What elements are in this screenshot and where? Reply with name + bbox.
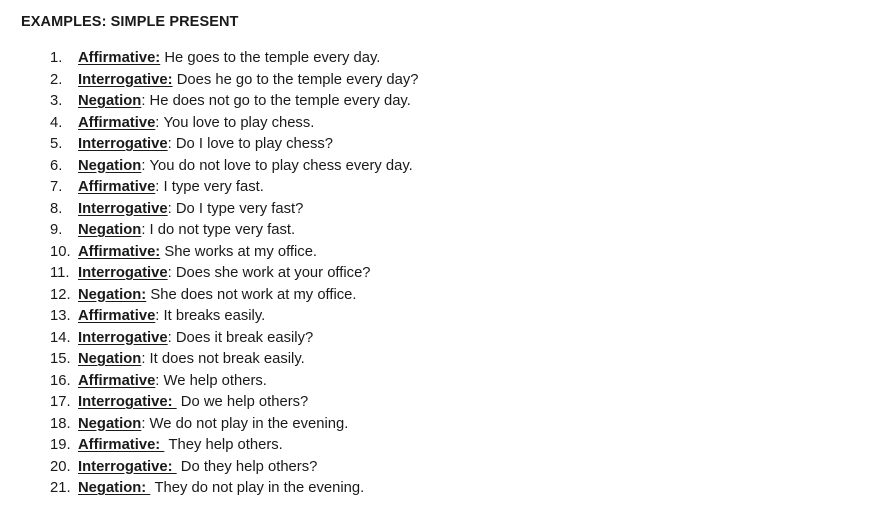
example-sentence: She does not work at my office.: [150, 286, 357, 303]
example-number: 17.: [50, 394, 71, 410]
example-label: Interrogative: [78, 200, 168, 217]
example-label: Affirmative:: [78, 50, 161, 66]
page-title: EXAMPLES: SIMPLE PRESENT: [21, 14, 239, 30]
example-item: [50, 349, 419, 371]
example-separator: :: [141, 157, 150, 174]
example-item: [50, 177, 419, 199]
example-sentence: Does he go to the temple every day?: [176, 71, 419, 88]
example-label: Negation: [78, 351, 142, 367]
example-sentence: You do not love to play chess every day.: [149, 157, 413, 174]
example-sentence: She works at my office.: [164, 243, 318, 260]
example-sentence: Does it break easily?: [175, 329, 314, 346]
example-label: Interrogative: [78, 329, 168, 346]
example-number: 9.: [50, 222, 63, 238]
example-item: [50, 134, 419, 156]
example-number: 15.: [50, 351, 71, 367]
example-sentence: We help others.: [163, 372, 267, 389]
example-item: [50, 48, 419, 70]
example-number: 19.: [50, 437, 71, 453]
example-item: [50, 113, 419, 135]
example-item: [50, 371, 419, 393]
example-number: 20.: [50, 458, 71, 475]
example-sentence: Do I type very fast?: [175, 200, 304, 217]
example-number: 4.: [50, 114, 63, 131]
example-label: Affirmative: [78, 372, 156, 389]
example-label: Interrogative: [78, 265, 168, 281]
example-label: Negation: [78, 415, 142, 432]
example-label: Affirmative: [78, 114, 156, 131]
example-sentence: They do not play in the evening.: [154, 480, 365, 496]
example-label: Negation: [78, 157, 142, 174]
example-number: 5.: [50, 136, 63, 152]
example-label: Affirmative: [78, 308, 156, 324]
example-sentence: He goes to the temple every day.: [164, 50, 381, 66]
example-separator: :: [141, 222, 150, 238]
example-sentence: Do they help others?: [180, 458, 318, 475]
example-label: Interrogative:: [78, 458, 177, 475]
example-item: [50, 285, 419, 307]
example-list: [50, 48, 419, 500]
example-label: Negation:: [78, 480, 151, 496]
example-label: Affirmative:: [78, 437, 165, 453]
example-item: [50, 392, 419, 414]
example-sentence: You love to play chess.: [163, 114, 315, 131]
example-item: [50, 220, 419, 242]
example-number: 11.: [50, 265, 70, 281]
example-separator: :: [141, 351, 150, 367]
example-number: 18.: [50, 415, 71, 432]
example-separator: :: [167, 329, 176, 346]
example-number: 2.: [50, 71, 63, 88]
example-item: [50, 156, 419, 178]
example-sentence: We do not play in the evening.: [149, 415, 349, 432]
example-item: [50, 478, 419, 500]
example-item: [50, 306, 419, 328]
example-label: Negation:: [78, 286, 147, 303]
example-number: 10.: [50, 243, 71, 260]
example-separator: :: [167, 136, 176, 152]
example-number: 6.: [50, 157, 63, 174]
example-sentence: He does not go to the temple every day.: [149, 93, 411, 109]
example-sentence: Does she work at your office?: [175, 265, 371, 281]
example-separator: :: [155, 179, 164, 195]
example-number: 16.: [50, 372, 71, 389]
example-item: [50, 457, 419, 479]
example-item: [50, 435, 419, 457]
example-sentence: They help others.: [168, 437, 283, 453]
example-sentence: Do I love to play chess?: [175, 136, 333, 152]
example-sentence: I do not type very fast.: [149, 222, 296, 238]
example-number: 1.: [50, 50, 63, 66]
example-separator: :: [167, 200, 176, 217]
example-number: 12.: [50, 286, 71, 303]
example-sentence: I type very fast.: [163, 179, 264, 195]
example-label: Interrogative:: [78, 394, 177, 410]
example-number: 8.: [50, 200, 63, 217]
example-separator: :: [141, 93, 150, 109]
example-label: Interrogative: [78, 136, 168, 152]
example-separator: :: [155, 372, 164, 389]
example-item: [50, 263, 419, 285]
example-label: Negation: [78, 93, 142, 109]
example-number: 21.: [50, 480, 71, 496]
example-separator: :: [155, 114, 164, 131]
example-sentence: It breaks easily.: [163, 308, 266, 324]
example-separator: :: [155, 308, 164, 324]
example-number: 7.: [50, 179, 63, 195]
example-number: 14.: [50, 329, 71, 346]
example-item: [50, 328, 419, 350]
example-item: [50, 199, 419, 221]
example-separator: :: [167, 265, 176, 281]
example-label: Negation: [78, 222, 142, 238]
example-label: Affirmative:: [78, 243, 161, 260]
example-item: [50, 91, 419, 113]
example-item: [50, 70, 419, 92]
example-label: Affirmative: [78, 179, 156, 195]
example-separator: :: [141, 415, 150, 432]
example-label: Interrogative:: [78, 71, 173, 88]
example-sentence: Do we help others?: [180, 394, 309, 410]
example-number: 3.: [50, 93, 63, 109]
example-item: [50, 242, 419, 264]
example-number: 13.: [50, 308, 71, 324]
example-item: [50, 414, 419, 436]
example-sentence: It does not break easily.: [149, 351, 305, 367]
